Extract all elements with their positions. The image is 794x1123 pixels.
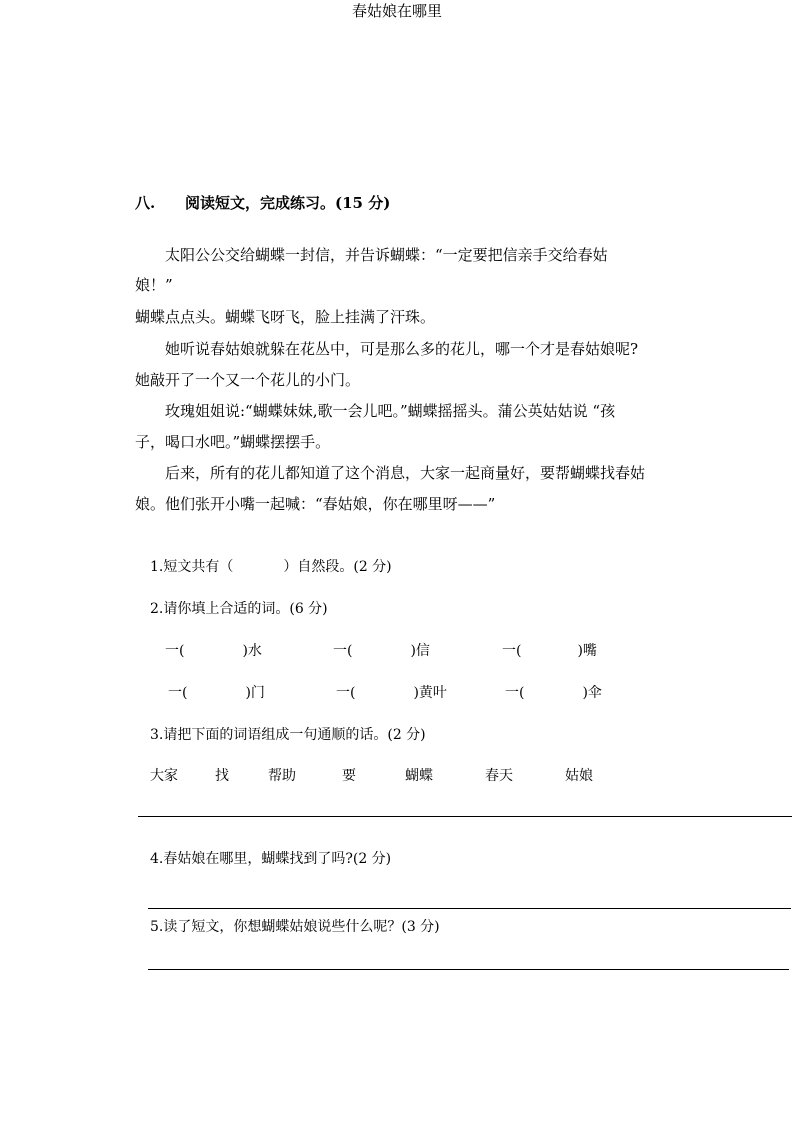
q3-word: 帮助 [268, 768, 296, 784]
question-1 [150, 556, 392, 576]
q5-answer-line[interactable] [148, 969, 789, 970]
q2-item-3: 一( )嘴 [502, 643, 597, 659]
story-line-7: 子，喝口水吧。”蝴蝶摆摆手。 [135, 433, 331, 451]
question-3-prompt: 3.请把下面的词语组成一句通顺的话。(2 分) [150, 727, 426, 743]
story-line-5: 她敲开了一个又一个花儿的小门。 [135, 371, 361, 389]
q2-item-5: 一( )黄叶 [336, 685, 447, 701]
q2-item-1: 一( )水 [165, 643, 262, 659]
question-5-prompt: 5.读了短文，你想蝴蝶姑娘说些什么呢？(3 分) [150, 919, 440, 935]
section-heading [135, 192, 390, 213]
story-title: 春姑娘在哪里 [351, 2, 442, 20]
story-line-6: 玫瑰姐姐说:“蝴蝶妹妹,歌一会儿吧。”蝴蝶摇摇头。蒲公英姑姑说 “孩 [165, 402, 616, 420]
story-line-2: 娘！” [135, 276, 173, 294]
q3-word: 找 [215, 768, 229, 784]
q3-word: 春天 [485, 768, 513, 784]
section-number: 八. [135, 194, 156, 212]
question-4-prompt: 4.春姑娘在哪里，蝴蝶找到了吗?(2 分) [150, 851, 392, 867]
story-line-1: 太阳公公交给蝴蝶一封信，并告诉蝴蝶：“一定要把信亲手交给春姑 [165, 246, 608, 264]
q2-item-2: 一( )信 [333, 643, 430, 659]
q3-word: 姑娘 [565, 768, 593, 784]
q4-answer-line[interactable] [148, 908, 791, 909]
q3-word: 蝴蝶 [405, 768, 433, 784]
q2-item-6: 一( )伞 [505, 685, 602, 701]
section-title: 阅读短文，完成练习。(15 分) [185, 194, 391, 212]
story-line-3: 蝴蝶点点头。蝴蝶飞呀飞，脸上挂满了汗珠。 [135, 308, 436, 326]
q1-text-after: ）自然段。(2 分) [283, 559, 392, 575]
q3-answer-line[interactable] [138, 816, 792, 817]
q2-item-4: 一( )门 [168, 685, 265, 701]
q3-word: 要 [342, 768, 356, 784]
story-line-8: 后来，所有的花儿都知道了这个消息，大家一起商量好，要帮蝴蝶找春姑 [165, 464, 646, 482]
story-line-9: 娘。他们张开小嘴一起喊：“春姑娘，你在哪里呀——” [135, 495, 496, 513]
q3-word: 大家 [150, 768, 178, 784]
question-2-prompt: 2.请你填上合适的词。(6 分) [150, 601, 328, 617]
q1-text-before: 1.短文共有（ [150, 559, 234, 575]
story-line-4: 她听说春姑娘就躲在花丛中，可是那么多的花儿，哪一个才是春姑娘呢? [165, 340, 639, 358]
